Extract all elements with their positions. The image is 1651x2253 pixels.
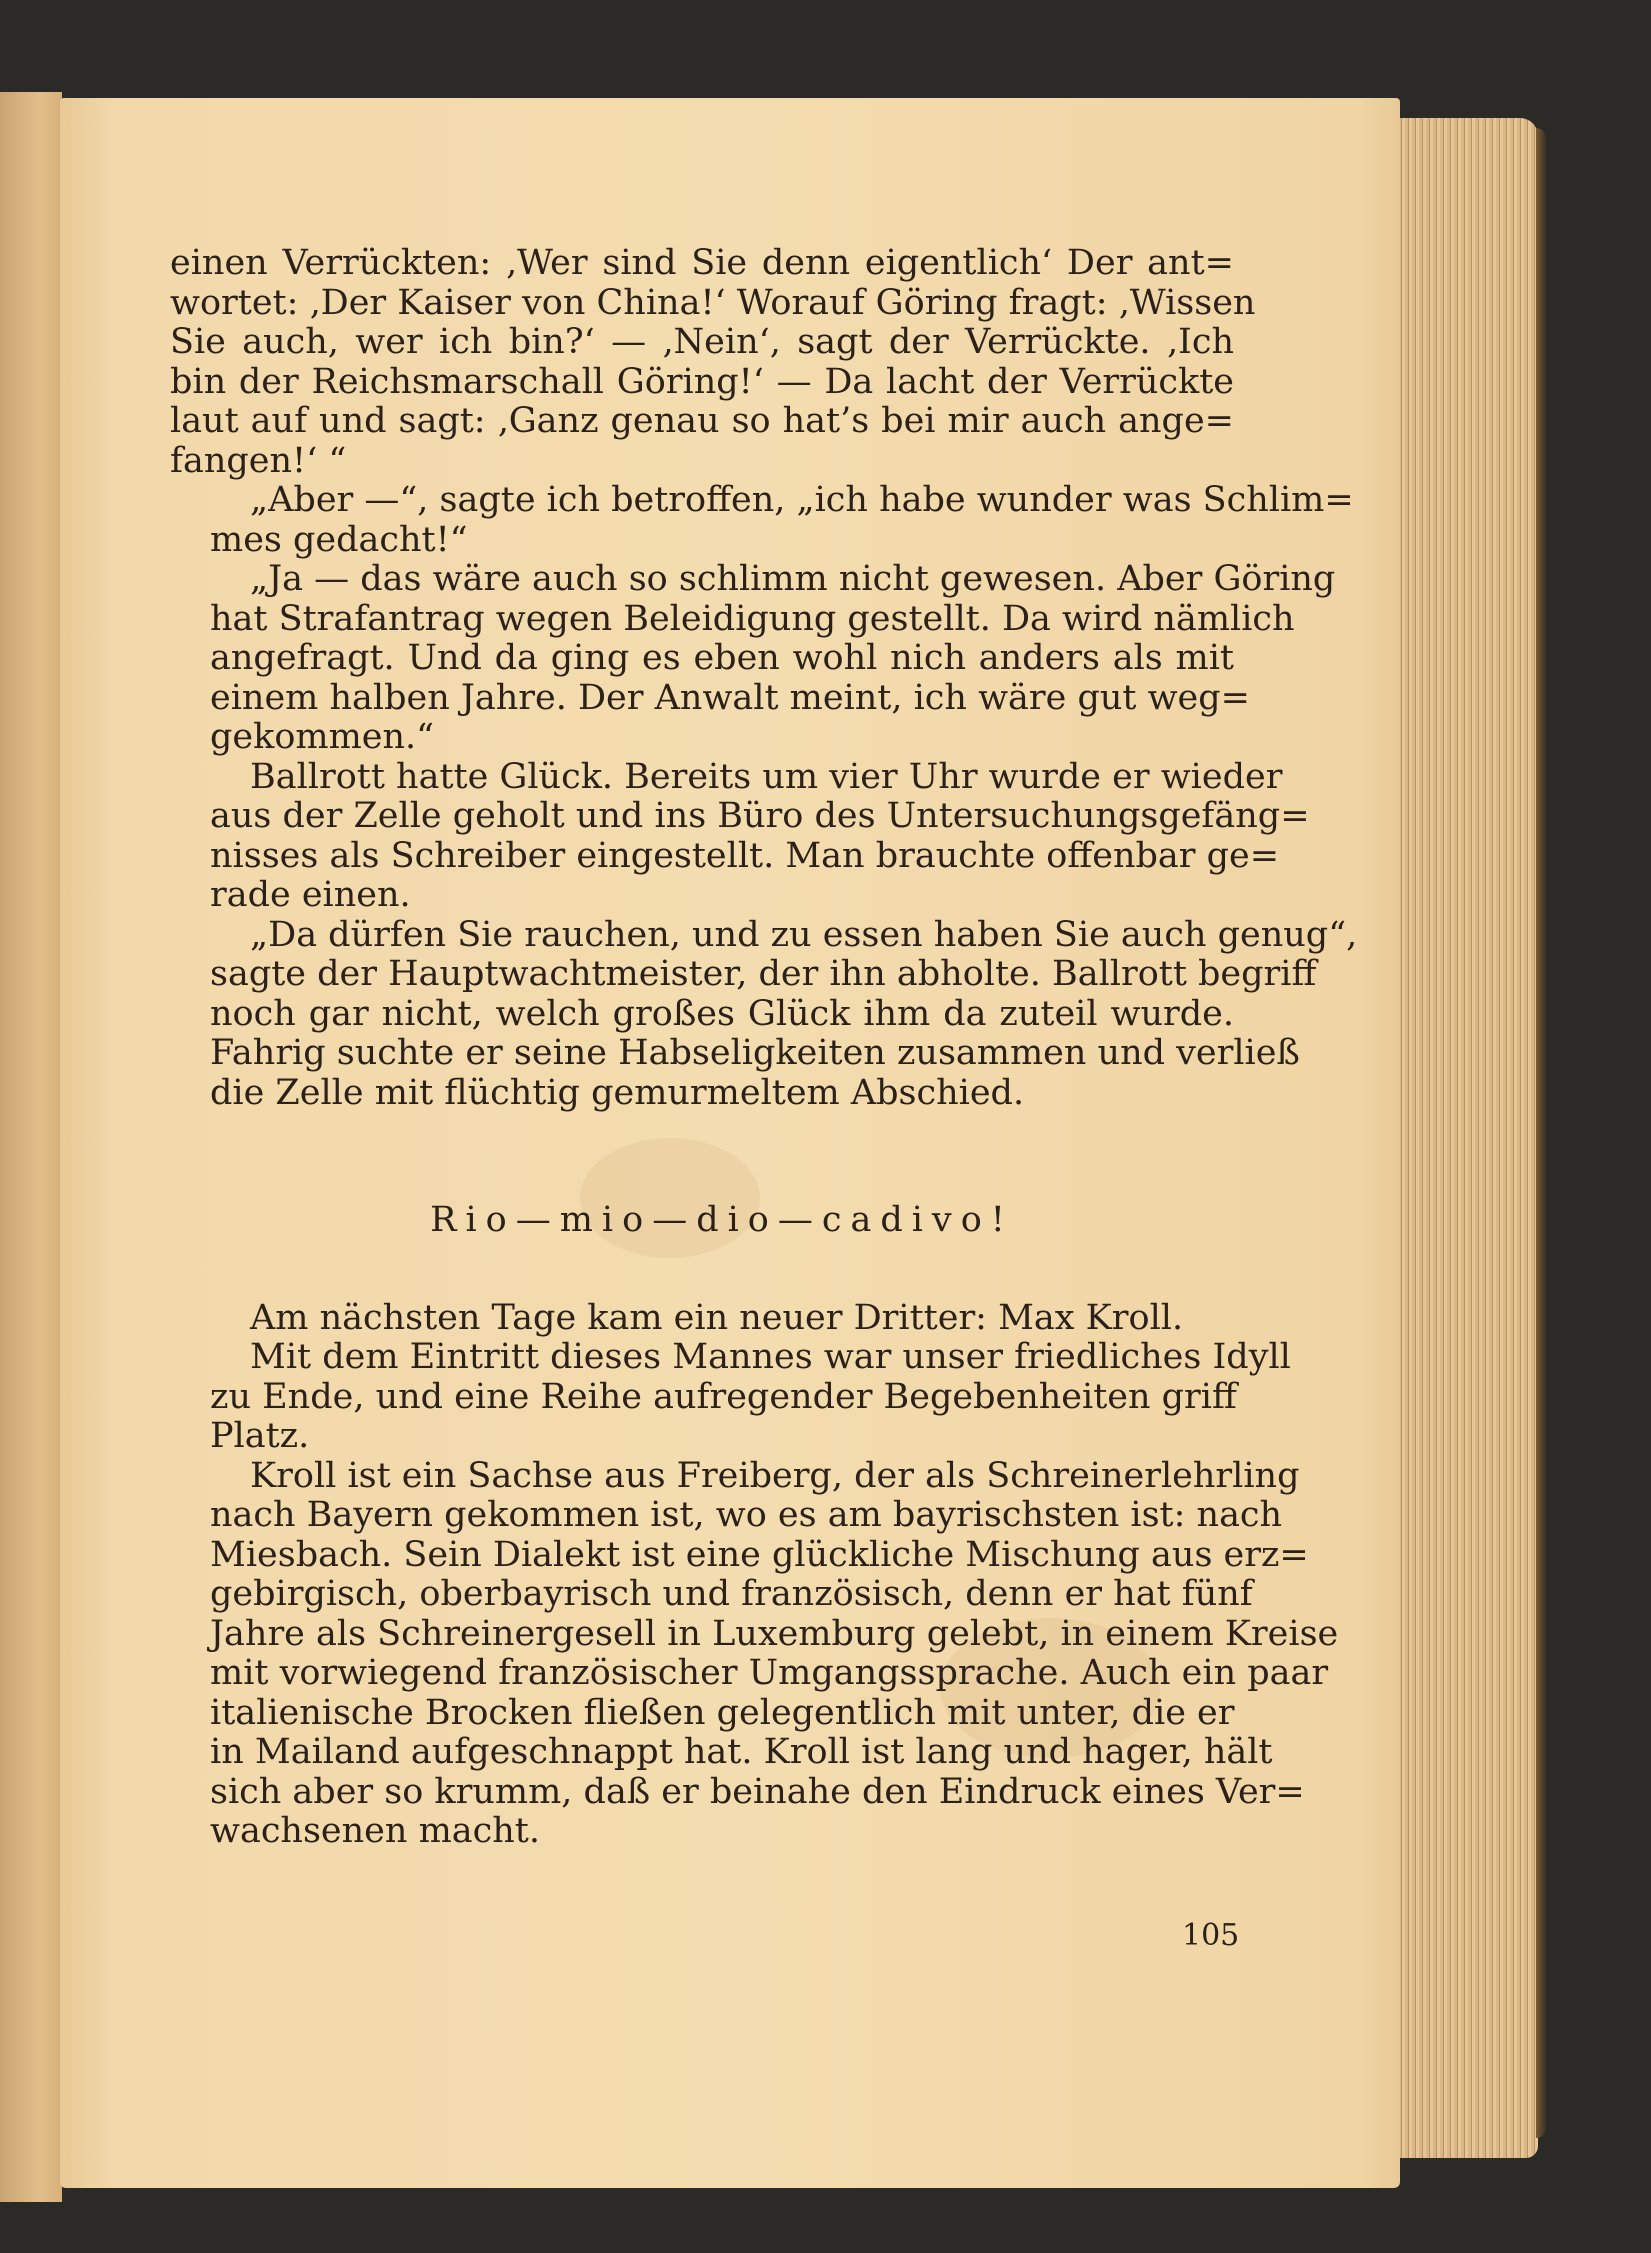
text-line: fangen!‘ “	[170, 440, 347, 481]
text-line: Fahrig suchte er seine Habseligkeiten zusammen und verließ	[210, 1033, 1300, 1073]
text-line: „Ja — das wäre auch so schlimm nicht gewesen. Aber Göring	[250, 559, 1336, 599]
text-line: angefragt. Und da ging es eben wohl nich anders als mit	[210, 638, 1234, 678]
text-line: „Aber —“, sagte ich betroffen, „ich habe wunder was Schlim=	[250, 480, 1354, 520]
paragraph	[170, 756, 1310, 916]
text-line: laut auf und sagt: ‚Ganz genau so hat’s bei mir auch ange=	[170, 401, 1234, 441]
text-line: hat Strafantrag wegen Beleidigung gestellt. Da wird nämlich	[210, 598, 1295, 639]
text-line: Jahre als Schreinergesell in Luxemburg gelebt, in einem Kreise	[210, 1613, 1339, 1654]
text-line: gekommen.“	[210, 717, 435, 757]
left-page-edge	[0, 92, 62, 2202]
paragraph	[170, 1455, 1339, 1852]
text-line: einem halben Jahre. Der Anwalt meint, ich wäre gut weg=	[210, 677, 1251, 718]
page-number: 105	[1182, 1918, 1240, 1953]
paragraph	[170, 1299, 1234, 1339]
paragraph	[170, 559, 1336, 758]
text-line: Ballrott hatte Glück. Bereits um vier Uhr wurde er wieder	[250, 756, 1283, 797]
text-line: zu Ende, und eine Reihe aufregender Begebenheiten griff	[210, 1376, 1237, 1417]
paragraph	[170, 1337, 1291, 1457]
text-line: sagte der Hauptwachtmeister, der ihn abholte. Ballrott begriff	[210, 954, 1317, 994]
text-line: aus der Zelle geholt und ins Büro des Untersuchungsgefäng=	[210, 796, 1310, 836]
text-line: Miesbach. Sein Dialekt ist eine glückliche Mischung aus erz=	[210, 1534, 1309, 1575]
text-line: wachsenen macht.	[210, 1811, 540, 1851]
paragraph	[170, 243, 1256, 481]
text-line: Sie auch, wer ich bin?‘ — ‚Nein‘, sagt der Verrückte. ‚Ich	[170, 322, 1234, 362]
text-line: gebirgisch, oberbayrisch und französisch, denn er hat fünf	[210, 1574, 1253, 1614]
text-line: italienische Brocken fließen gelegentlich mit unter, die er	[210, 1692, 1235, 1733]
text-line: einen Verrückten: ‚Wer sind Sie denn eigentlich‘ Der ant=	[170, 243, 1234, 283]
paragraph	[170, 914, 1358, 1114]
text-line: Kroll ist ein Sachse aus Freiberg, der als Schreinerlehrling	[250, 1455, 1300, 1496]
text-line: Am nächsten Tage kam ein neuer Dritter: Max Kroll.	[250, 1297, 1184, 1338]
text-line: „Da dürfen Sie rauchen, und zu essen haben Sie auch genug“,	[250, 914, 1358, 955]
text-line: Platz.	[210, 1416, 310, 1456]
text-line: bin der Reichsmarschall Göring!‘ — Da lacht der Verrückte	[170, 361, 1234, 402]
text-line: mes gedacht!“	[210, 519, 468, 560]
text-line: sich aber so krumm, daß er beinahe den Eindruck eines Ver=	[210, 1771, 1305, 1812]
text-line: mit vorwiegend französischer Umgangssprache. Auch ein paar	[210, 1653, 1329, 1693]
text-line: in Mailand aufgeschnappt hat. Kroll ist lang und hager, hält	[210, 1732, 1273, 1772]
text-line: Mit dem Eintritt dieses Mannes war unser friedliches Idyll	[250, 1337, 1291, 1377]
page-text	[170, 243, 1358, 1852]
page-stack-edge	[1398, 118, 1538, 2158]
text-line: wortet: ‚Der Kaiser von China!‘ Worauf Göring fragt: ‚Wissen	[170, 282, 1256, 323]
text-line: nach Bayern gekommen ist, wo es am bayrischsten ist: nach	[210, 1495, 1283, 1535]
text-line: die Zelle mit flüchtig gemurmeltem Abschied.	[210, 1072, 1025, 1113]
text-line: nisses als Schreiber eingestellt. Man brauchte offenbar ge=	[210, 835, 1280, 876]
text-line: noch gar nicht, welch großes Glück ihm da zuteil wurde.	[210, 993, 1234, 1034]
paragraph	[170, 480, 1354, 560]
text-line: rade einen.	[210, 875, 411, 915]
section-heading: Rio—mio—dio—cadivo!	[430, 1200, 1014, 1240]
page-stack-shadow	[1536, 128, 1546, 2138]
